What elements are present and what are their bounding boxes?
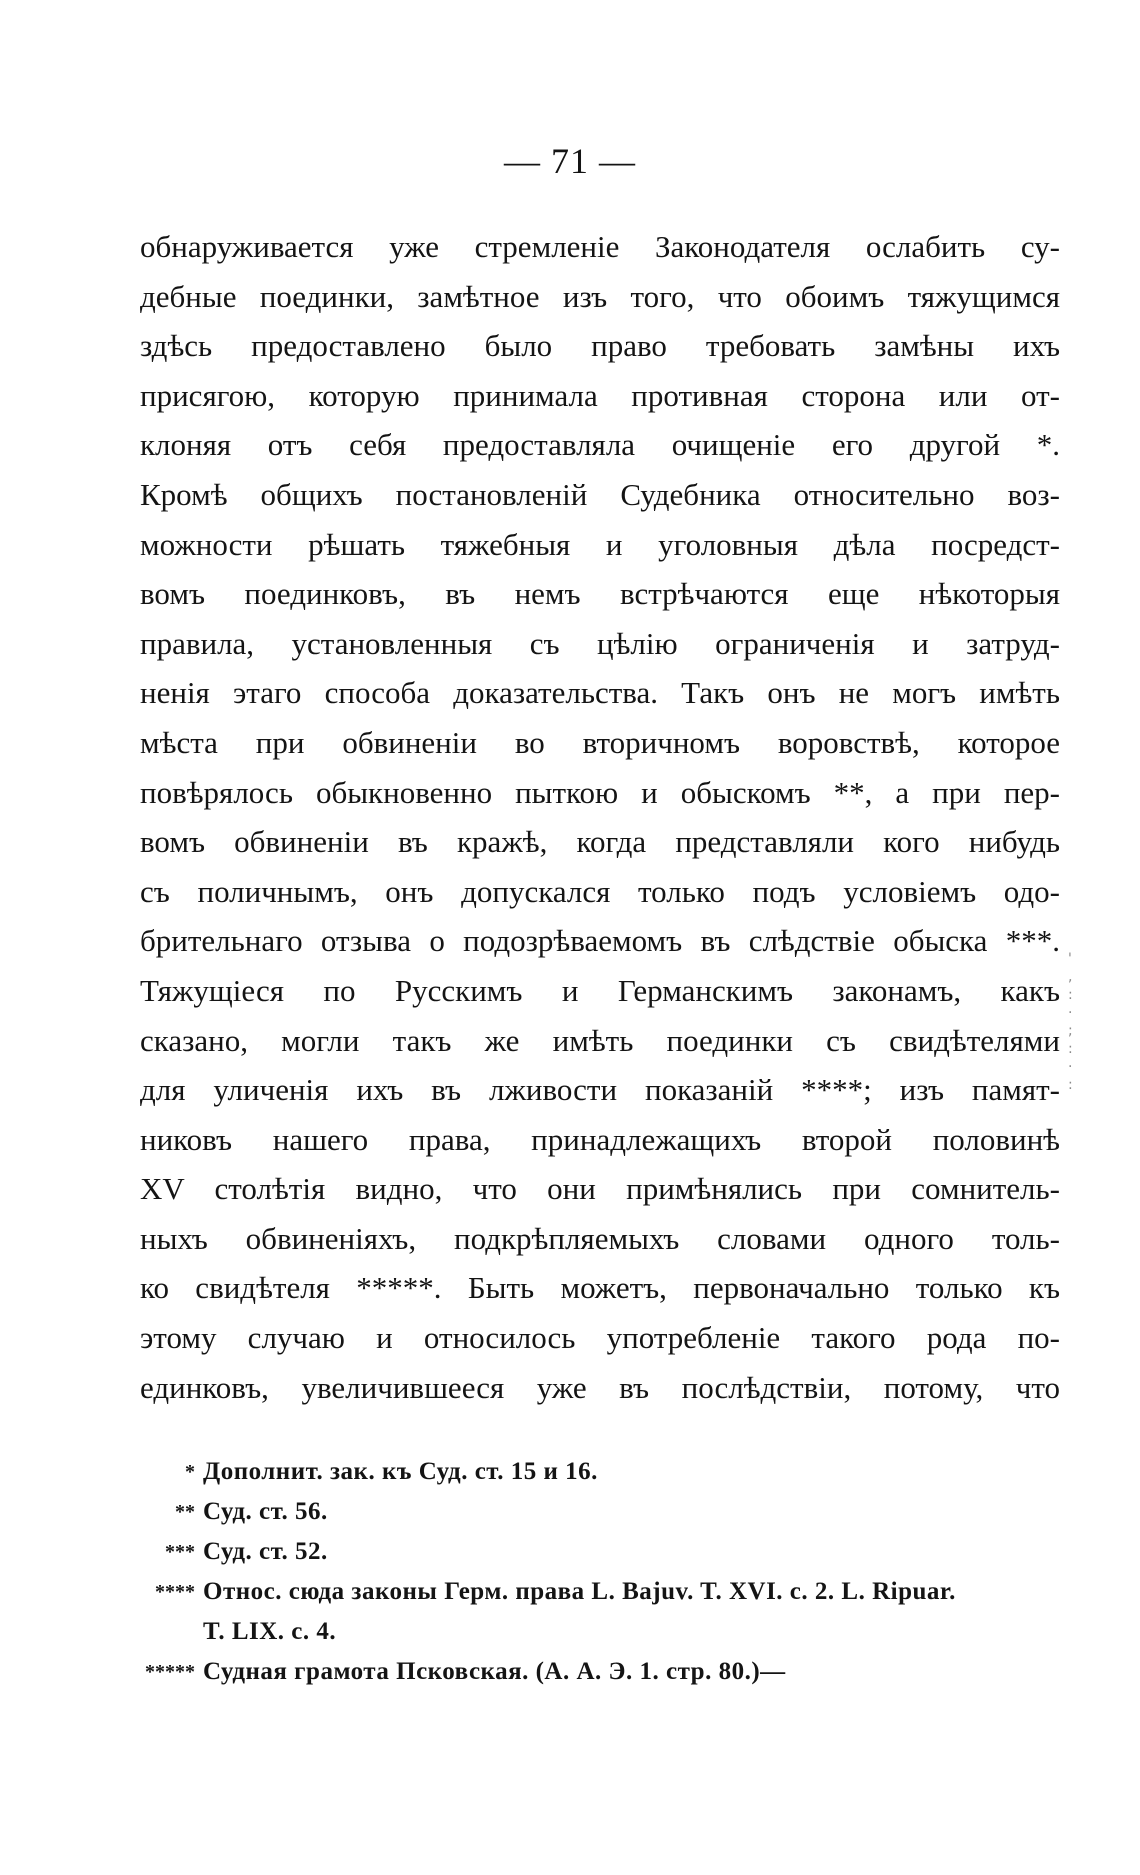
body-line: XV столѣтія видно, что они примѣнялись при сомнитель- xyxy=(140,1171,1060,1207)
footnote-mark: ** xyxy=(175,1501,195,1523)
footnote xyxy=(115,1532,1075,1572)
body-line: вомъ обвиненіи въ кражѣ, когда представляли кого нибудь xyxy=(140,824,1060,860)
body-line: дебные поединки, замѣтное изъ того, что обоимъ тяжущимся xyxy=(140,278,1060,314)
body-line: съ поличнымъ, онъ допускался только подъ условіемъ одо- xyxy=(140,873,1060,909)
body-line: Тяжущіеся по Русскимъ и Германскимъ законамъ, какъ xyxy=(140,972,1060,1008)
footnote-text: Относ. сюда законы Герм. права L. Bajuv. T. XVI. c. 2. L. Ripuar. xyxy=(203,1578,956,1605)
body-line: этому случаю и относилось употребленіе такого рода по- xyxy=(140,1320,1060,1356)
footnote-text: Суд. ст. 52. xyxy=(203,1538,328,1565)
body-line: ныхъ обвиненіяхъ, подкрѣпляемыхъ словами одного толь- xyxy=(140,1220,1060,1256)
page-number: — 71 — xyxy=(504,141,636,181)
footnote xyxy=(115,1452,1075,1492)
body-line: вомъ поединковъ, въ немъ встрѣчаются еще нѣкоторыя xyxy=(140,576,1060,612)
body-line: присягою, которую принимала противная сторона или от- xyxy=(140,377,1060,413)
body-line: правила, установленныя съ цѣлію ограниченія и затруд- xyxy=(140,625,1060,661)
footnote-mark: * xyxy=(185,1461,195,1483)
footnote-mark: *** xyxy=(165,1541,195,1563)
footnote-text: Судная грамота Псковская. (А. А. Э. 1. стр. 80.)— xyxy=(203,1658,786,1685)
body-line: для уличенія ихъ въ лживости показаній ****; изъ памят- xyxy=(140,1072,1060,1108)
footnote-text: T. LIX. c. 4. xyxy=(203,1618,337,1645)
body-line: сказано, могли такъ же имѣть поединки съ свидѣтелями xyxy=(140,1022,1060,1058)
body-line: ко свидѣтеля *****. Быть можетъ, первоначально только къ xyxy=(140,1270,1060,1306)
body-line: ненія этаго способа доказательства. Такъ онъ не могъ имѣть xyxy=(140,675,1060,711)
body-line: обнаруживается уже стремленіе Законодателя ослабить су- xyxy=(140,229,1060,264)
footnote-mark: ***** xyxy=(145,1661,195,1683)
body-line: повѣрялось обыкновенно пыткою и обыскомъ **, а при пер- xyxy=(140,774,1060,810)
footnote-continuation xyxy=(115,1612,1075,1652)
margin-scan-marks: ' , : · ; : · : xyxy=(1068,951,1073,1093)
footnotes xyxy=(115,1452,1075,1692)
body-text xyxy=(140,222,1060,1412)
body-line: единковъ, увеличившееся уже въ послѣдствіи, потому, что xyxy=(140,1369,1060,1405)
footnote xyxy=(115,1572,1075,1612)
footnote-text: Дополнит. зак. къ Суд. ст. 15 и 16. xyxy=(203,1458,598,1485)
footnote-text: Суд. ст. 56. xyxy=(203,1498,328,1525)
body-line: Кромѣ общихъ постановленій Судебника относительно воз- xyxy=(140,476,1060,512)
body-line: здѣсь предоставлено было право требовать замѣны ихъ xyxy=(140,328,1060,364)
footnote-mark: **** xyxy=(155,1581,195,1603)
body-line: клоняя отъ себя предоставляла очищеніе его другой *. xyxy=(140,427,1060,463)
footnote xyxy=(115,1492,1075,1532)
body-line: можности рѣшать тяжебныя и уголовныя дѣла посредст- xyxy=(140,526,1060,562)
body-line: брительнаго отзыва о подозрѣваемомъ въ слѣдствіе обыска ***. xyxy=(140,923,1060,959)
body-line: мѣста при обвиненіи во вторичномъ воровствѣ, которое xyxy=(140,724,1060,760)
footnote xyxy=(115,1652,1075,1692)
body-line: никовъ нашего права, принадлежащихъ второй половинѣ xyxy=(140,1121,1060,1157)
